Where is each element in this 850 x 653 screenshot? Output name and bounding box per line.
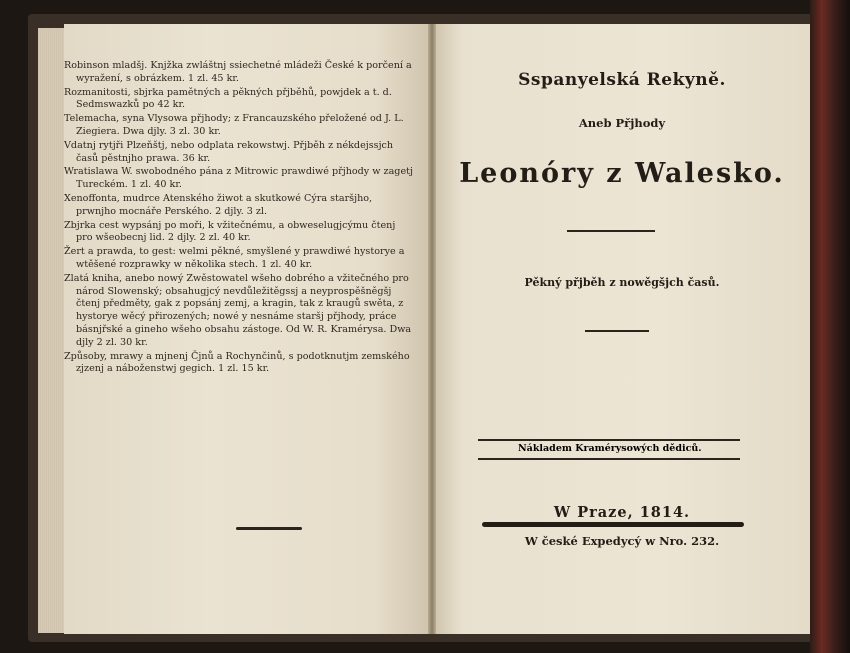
title-top: Sspanyelská Rekyně.	[518, 70, 726, 90]
publisher-line: Nákladem Kramérysowých dědiců.	[518, 443, 702, 454]
rule-line	[478, 439, 740, 441]
bold-rule	[482, 522, 744, 527]
imprint: W české Expedycý w Nro. 232.	[524, 534, 720, 548]
ornamental-rule	[585, 330, 649, 332]
title-connector: Aneb Přjhody	[578, 116, 666, 130]
publisher-advertisement-list	[64, 60, 414, 377]
ad-entry: Robinson mladšj. Knjžka zwláštnj ssiechetné mládeži České k porčení a wyražení, s obrázkem. 1 zl. 45 kr.	[64, 60, 412, 84]
ad-entry: Zbjrka cest wypsánj po moři, k vžitečnému, a obweselugjcýmu čtenj pro wšeobecnj lid. 2 djly. 2 zl. 40 kr.	[64, 219, 396, 244]
book-gutter	[428, 24, 436, 634]
ornamental-rule	[236, 527, 302, 530]
ad-entry: Vdatnj rytjři Plzeňštj, nebo odplata rekowstwj. Přjběh z nékdejssjch časů pěstnjho prawa. 36 kr.	[64, 139, 394, 164]
book-cover-edge	[810, 0, 850, 653]
ad-entry: Telemacha, syna Vlysowa přjhody; z Francauzského přeložené od J. L. Ziegiera. Dwa djly. 3 zl. 30 kr.	[64, 113, 404, 137]
title-main: Leonóry z Walesko.	[459, 158, 785, 189]
ad-entry: Wratislawa W. swobodného pána z Mitrowic prawdiwé přjhody w zagetj Tureckém. 1 zl. 40 kr.	[64, 166, 413, 191]
ad-entry: Rozmanitosti, sbjrka pamětných a pěkných přjběhů, powjdek a t. d. Sedmswazků po 42 kr.	[64, 86, 392, 111]
place-date: W Praze, 1814.	[553, 504, 691, 521]
subtitle: Pěkný přjběh z nowěgšjch časů.	[524, 276, 720, 289]
ad-entry: Žert a prawda, to gest: welmi pěkné, smyšlené y prawdiwé hystorye a wtěšené rozprawky w několika stech. 1 zl. 40 kr.	[64, 246, 405, 270]
ad-entry: Xenoffonta, mudrce Atenského žiwot a skutkowé Cýra staršjho, prwnjho mocnáře Perského. 2 djly. 3 zl.	[64, 192, 373, 217]
ornamental-rule	[567, 230, 655, 232]
ad-entry: Zlatá kniha, anebo nowý Zwěstowatel wšeho dobrého a vžitečného pro národ Slowenský; obsahugjcý nevdůležitěgssj a neyprospěšněgšj čtenj předměty, gak z popsánj zemj, a kragin, tak z kraugů swěta, z hystorye wěcý přirozených; nowé y nesnáme staršj přjhody, práce básnjřské a gineho wšeho obsahu zástoge. Od W. R. Kramérysa. Dwa djly 2 zl. 30 kr.	[64, 272, 412, 348]
ad-entry: Způsoby, mrawy a mjnenj Čjnů a Rochynčinů, s podotknutjm zemského zjzenj a náboženstwj gegich. 1 zl. 15 kr.	[64, 350, 410, 375]
rule-line	[478, 458, 740, 460]
